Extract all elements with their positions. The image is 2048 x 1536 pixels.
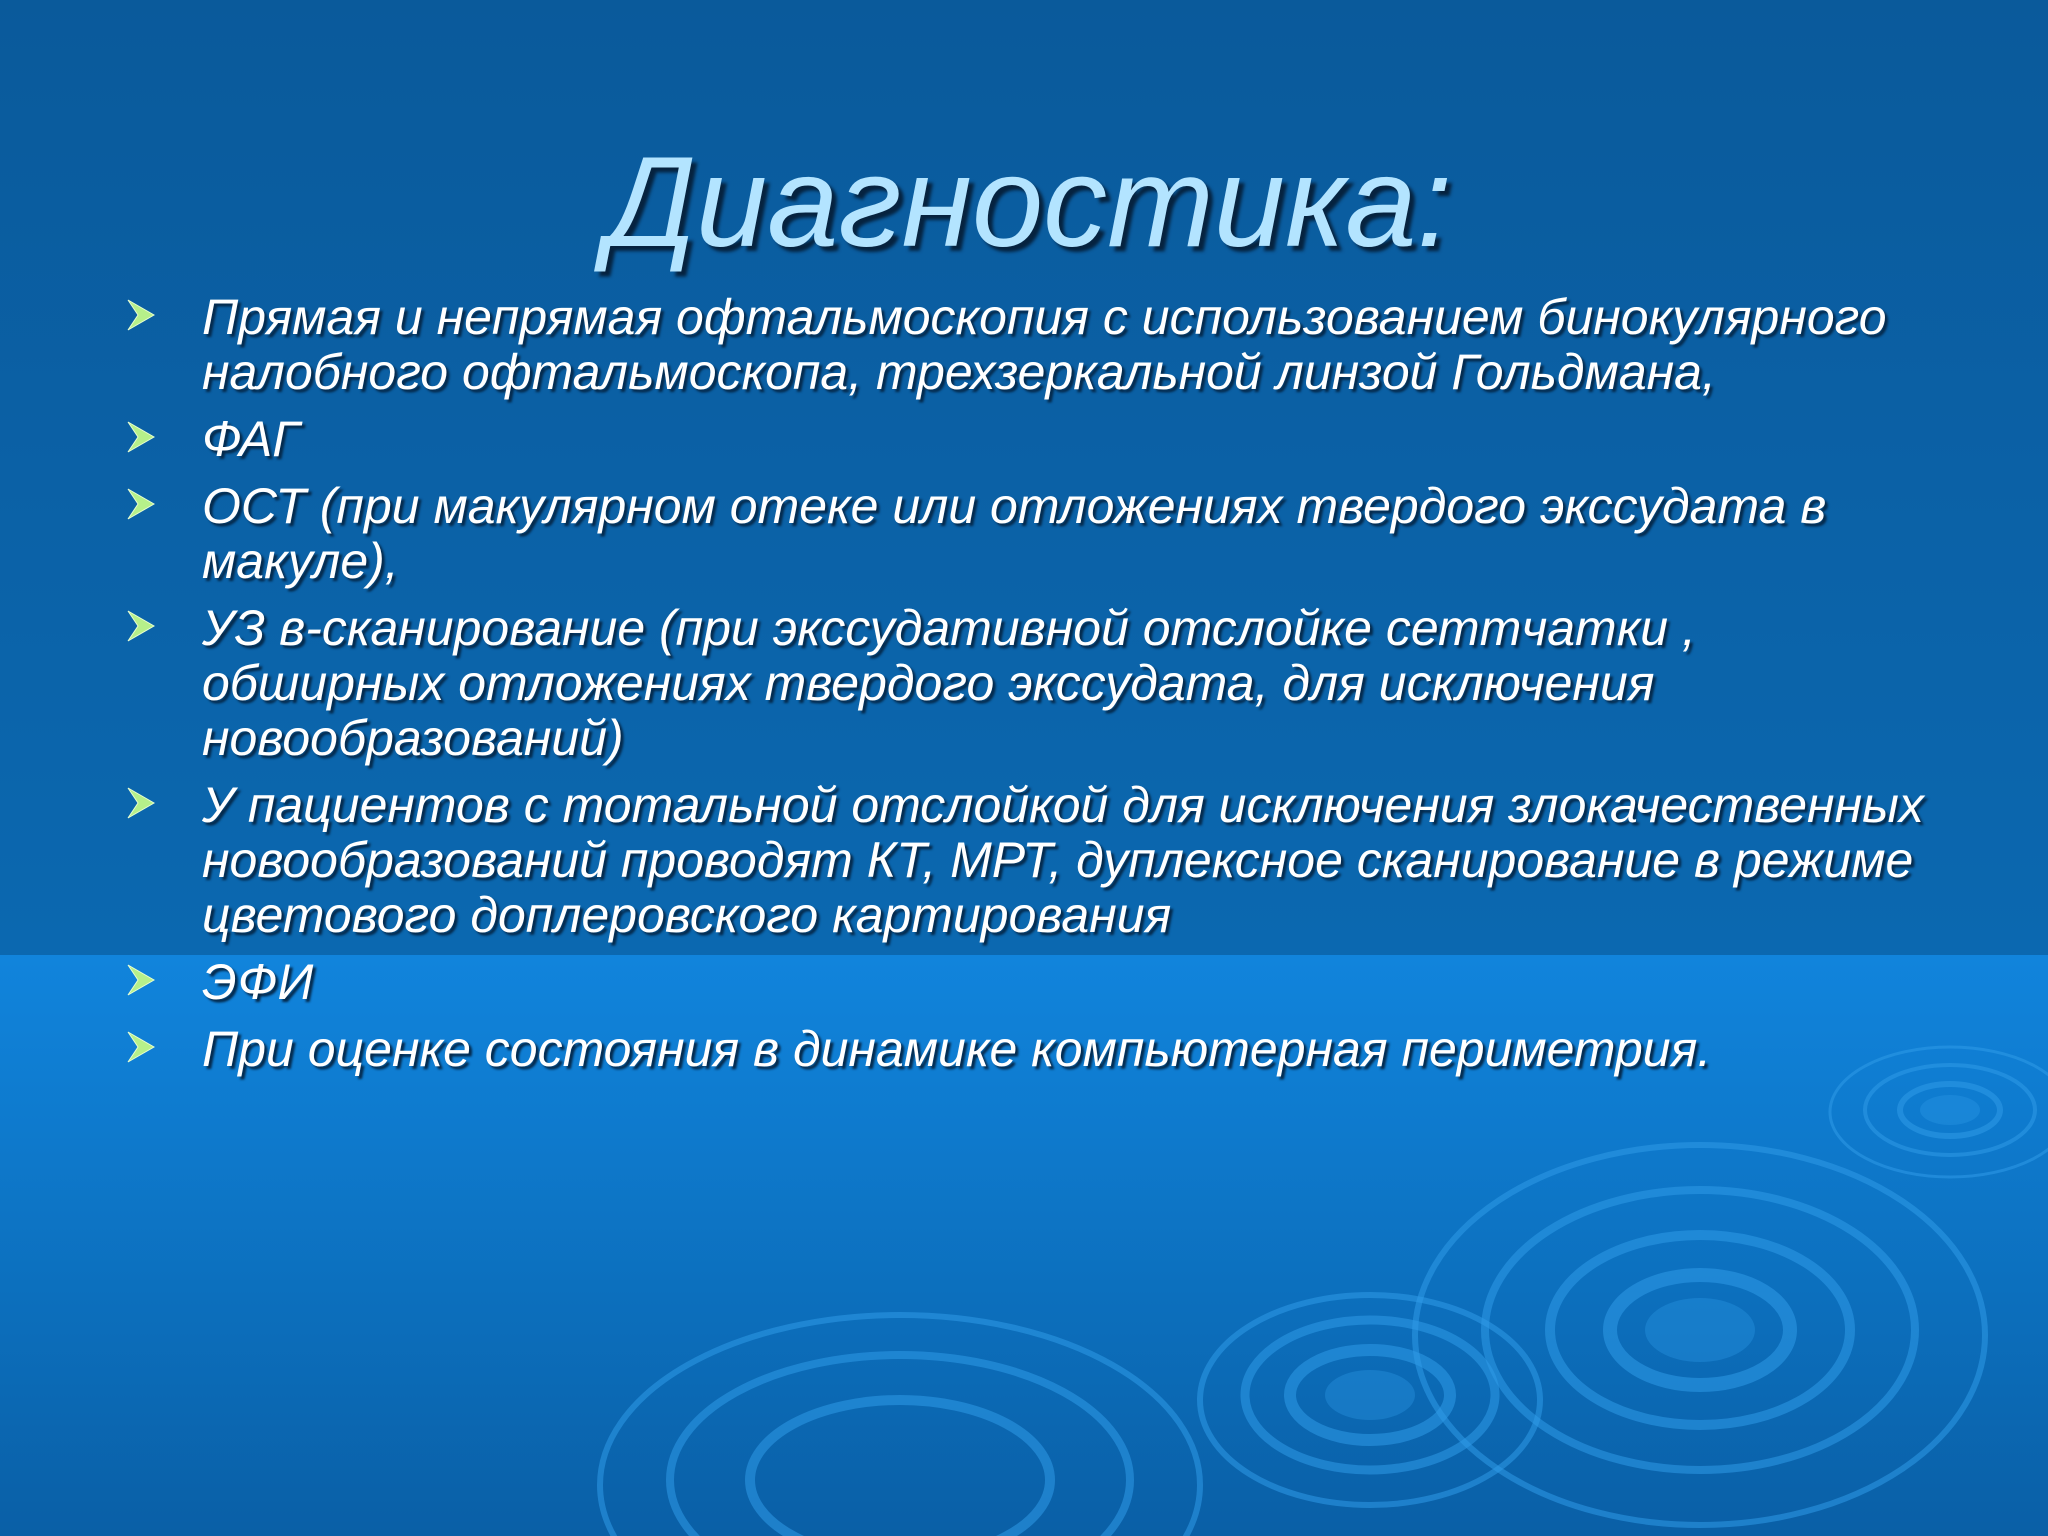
bullet-item <box>126 601 1946 766</box>
arrowhead-bullet-icon <box>126 487 156 521</box>
bullet-text: ФАГ <box>202 411 300 467</box>
bullet-item <box>126 290 1946 400</box>
arrowhead-bullet-icon <box>126 298 156 332</box>
bullet-text: ОСТ (при макулярном отеке или отложениях твердого экссудата в макуле), <box>202 478 1827 589</box>
bullet-item <box>126 479 1946 589</box>
arrowhead-bullet-icon <box>126 1030 156 1064</box>
arrowhead-bullet-icon <box>126 786 156 820</box>
bullet-list <box>126 290 1946 1089</box>
bullet-text: У пациентов с тотальной отслойкой для исключения злокачественных новообразований проводят КТ, МРТ, дуплексное сканирование в режиме цветового доплеровского картирования <box>202 777 1924 943</box>
arrowhead-bullet-icon <box>126 609 156 643</box>
bullet-text: При оценке состояния в динамике компьютерная периметрия. <box>202 1021 1712 1077</box>
arrowhead-bullet-icon <box>126 420 156 454</box>
arrowhead-bullet-icon <box>126 963 156 997</box>
bullet-text: УЗ в-сканирование (при экссудативной отслойке сеттчатки , обширных отложениях твердого экссудата, для исключения новообразований) <box>202 600 1696 766</box>
bullet-item <box>126 1022 1946 1077</box>
bullet-item <box>126 778 1946 943</box>
bullet-item <box>126 412 1946 467</box>
slide-title: Диагностика: <box>605 131 1453 274</box>
bullet-text: ЭФИ <box>202 954 314 1010</box>
bullet-item <box>126 955 1946 1010</box>
bullet-text: Прямая и непрямая офтальмоскопия с использованием бинокулярного налобного офтальмоскопа, трехзеркальной линзой Гольдмана, <box>202 289 1887 400</box>
